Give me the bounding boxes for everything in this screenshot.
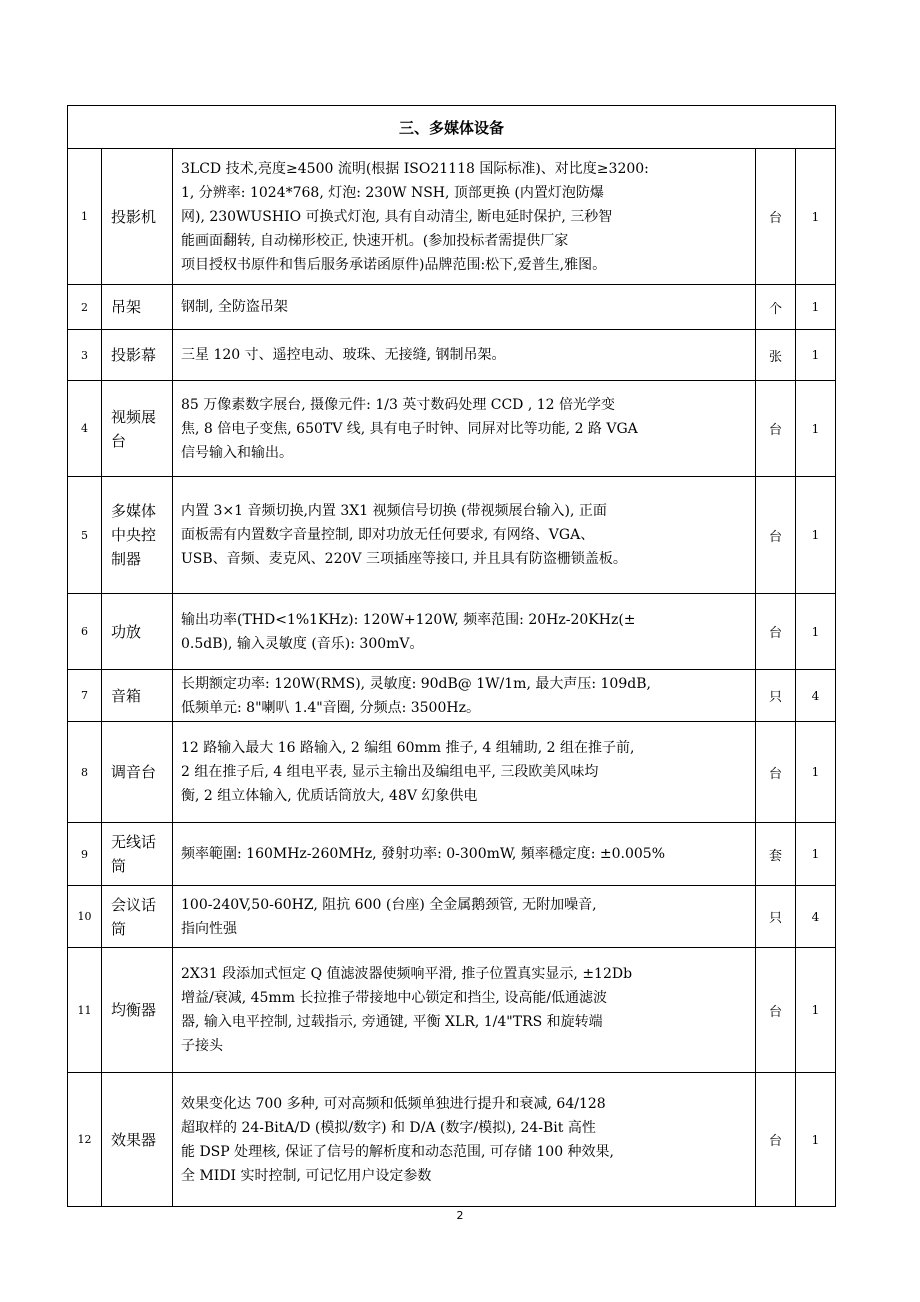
item-quantity: 1 xyxy=(796,477,836,594)
item-spec-line: 三星 120 寸、遥控电动、玻珠、无接缝, 钢制吊架。 xyxy=(181,347,506,363)
item-spec-cell xyxy=(173,330,756,381)
item-spec-line: 信号输入和输出。 xyxy=(181,444,293,461)
item-unit: 台 xyxy=(756,594,796,670)
item-quantity: 1 xyxy=(796,285,836,330)
table-row xyxy=(68,722,836,823)
item-name: 多媒体中央控制器 xyxy=(111,502,157,568)
item-quantity: 1 xyxy=(796,381,836,477)
item-spec-cell xyxy=(173,477,756,594)
item-spec-line: 能画面翻转, 自动梯形校正, 快速开机。(参加投标者需提供厂家 xyxy=(181,232,569,249)
item-quantity: 1 xyxy=(796,594,836,670)
item-spec-line: 面板需有内置数字音量控制, 即对功放无任何要求, 有网络、VGA、 xyxy=(181,527,595,543)
item-unit: 台 xyxy=(756,149,796,285)
item-spec-line: 超取样的 24-BitA/D (模拟/数字) 和 D/A (数字/模拟), 24-Bit 高性 xyxy=(181,1119,596,1136)
item-spec-line: 2 组在推子后, 4 组电平表, 显示主输出及编组电平, 三段欧美风味均 xyxy=(181,764,599,780)
item-unit: 台 xyxy=(756,381,796,477)
item-number: 2 xyxy=(68,285,102,330)
item-number: 11 xyxy=(68,948,102,1073)
item-name: 视频展台 xyxy=(111,407,157,450)
item-spec-line: 100-240V,50-60HZ, 阻抗 600 (台座) 全金属鹅颈管, 无附加噪音, xyxy=(181,896,597,913)
item-name: 功放 xyxy=(111,622,142,641)
item-name-cell xyxy=(102,670,173,722)
item-spec-line: 项目授权书原件和售后服务承诺函原件)品牌范围:松下,爱普生,雅图。 xyxy=(181,256,607,273)
item-name-cell xyxy=(102,594,173,670)
item-name: 吊架 xyxy=(111,298,142,316)
item-name: 投影幕 xyxy=(111,346,157,364)
item-quantity: 4 xyxy=(796,670,836,722)
item-name-cell xyxy=(102,886,173,948)
item-number: 6 xyxy=(68,594,102,670)
item-name: 投影机 xyxy=(111,207,157,226)
item-unit: 张 xyxy=(756,330,796,381)
item-spec-cell xyxy=(173,722,756,823)
item-spec-line: 网), 230WUSHIO 可换式灯泡, 具有自动清尘, 断电延时保护, 三秒智 xyxy=(181,208,613,225)
item-spec-line: 长期额定功率: 120W(RMS), 灵敏度: 90dB@ 1W/1m, 最大声压: 109dB, xyxy=(181,675,651,692)
item-unit: 套 xyxy=(756,823,796,886)
item-quantity: 1 xyxy=(796,722,836,823)
item-spec-cell xyxy=(173,285,756,330)
item-number: 8 xyxy=(68,722,102,823)
item-number: 12 xyxy=(68,1073,102,1207)
item-spec-line: 频率範圍: 160MHz-260MHz, 發射功率: 0-300mW, 頻率穩定度: ±0.005% xyxy=(181,846,666,862)
item-name: 会议话筒 xyxy=(111,895,157,938)
item-spec-cell xyxy=(173,948,756,1073)
table-row xyxy=(68,381,836,477)
item-number: 4 xyxy=(68,381,102,477)
item-name: 无线话筒 xyxy=(111,833,157,875)
section-title: 三、多媒体设备 xyxy=(68,106,836,149)
item-name: 均衡器 xyxy=(111,1001,157,1019)
item-unit: 台 xyxy=(756,477,796,594)
item-quantity: 1 xyxy=(796,823,836,886)
section-header-row xyxy=(68,106,836,149)
table-row xyxy=(68,823,836,886)
item-spec-line: 低频单元: 8"喇叭 1.4"音圈, 分频点: 3500Hz。 xyxy=(181,699,480,716)
item-name: 音箱 xyxy=(111,686,142,705)
item-quantity: 1 xyxy=(796,1073,836,1207)
item-spec-line: USB、音频、麦克风、220V 三项插座等接口, 并且具有防盗栅锁盖板。 xyxy=(181,551,627,567)
item-spec-line: 钢制, 全防盗吊架 xyxy=(181,299,288,315)
item-name-cell xyxy=(102,948,173,1073)
table-row xyxy=(68,330,836,381)
item-spec-line: 能 DSP 处理核, 保证了信号的解析度和动态范围, 可存储 100 种效果, xyxy=(181,1143,615,1160)
table-row xyxy=(68,594,836,670)
item-number: 9 xyxy=(68,823,102,886)
item-spec-line: 2X31 段添加式恒定 Q 值滤波器使频响平滑, 推子位置真实显示, ±12Db xyxy=(181,966,633,982)
item-number: 1 xyxy=(68,149,102,285)
item-spec-line: 器, 输入电平控制, 过载指示, 旁通键, 平衡 XLR, 1/4"TRS 和旋转端 xyxy=(181,1014,603,1030)
item-spec-line: 增益/衰减, 45mm 长拉推子带接地中心锁定和挡尘, 设高能/低通滤波 xyxy=(181,990,608,1006)
table-row xyxy=(68,948,836,1073)
item-name-cell xyxy=(102,477,173,594)
item-spec-cell xyxy=(173,381,756,477)
item-spec-line: 指向性强 xyxy=(181,920,237,937)
table-row xyxy=(68,149,836,285)
item-name-cell xyxy=(102,381,173,477)
item-spec-line: 输出功率(THD<1%1KHz): 120W+120W, 频率范围: 20Hz-20KHz(± xyxy=(181,611,636,628)
item-spec-cell xyxy=(173,594,756,670)
table-row xyxy=(68,1073,836,1207)
item-name-cell xyxy=(102,285,173,330)
item-spec-line: 0.5dB), 输入灵敏度 (音乐): 300mV。 xyxy=(181,635,424,652)
item-name-cell xyxy=(102,1073,173,1207)
table-row xyxy=(68,886,836,948)
item-spec-line: 效果变化达 700 多种, 可对高频和低频单独进行提升和衰减, 64/128 xyxy=(181,1095,606,1112)
item-name-cell xyxy=(102,330,173,381)
item-spec-line: 内置 3×1 音频切换,内置 3X1 视频信号切换 (带视频展台输入), 正面 xyxy=(181,503,607,519)
item-number: 5 xyxy=(68,477,102,594)
item-number: 10 xyxy=(68,886,102,948)
item-spec-cell xyxy=(173,670,756,722)
item-spec-line: 焦, 8 倍电子变焦, 650TV 线, 具有电子时钟、同屏对比等功能, 2 路 VGA xyxy=(181,420,638,437)
item-quantity: 4 xyxy=(796,886,836,948)
item-spec-cell xyxy=(173,1073,756,1207)
item-spec-line: 12 路输入最大 16 路输入, 2 编组 60mm 推子, 4 组辅助, 2 组在推子前, xyxy=(181,740,635,756)
item-unit: 只 xyxy=(756,886,796,948)
item-number: 3 xyxy=(68,330,102,381)
item-quantity: 1 xyxy=(796,149,836,285)
equipment-table xyxy=(67,105,836,1207)
item-unit: 只 xyxy=(756,670,796,722)
item-spec-line: 全 MIDI 实时控制, 可记忆用户设定参数 xyxy=(181,1167,432,1184)
item-unit: 台 xyxy=(756,948,796,1073)
table-body xyxy=(68,106,836,1207)
item-quantity: 1 xyxy=(796,948,836,1073)
table-row xyxy=(68,477,836,594)
table-row xyxy=(68,285,836,330)
table-row xyxy=(68,670,836,722)
item-spec-line: 85 万像素数字展台, 摄像元件: 1/3 英寸数码处理 CCD , 12 倍光学变 xyxy=(181,396,616,413)
item-spec-line: 1, 分辨率: 1024*768, 灯泡: 230W NSH, 顶部更换 (内置灯泡防爆 xyxy=(181,184,604,201)
item-spec-line: 子接头 xyxy=(181,1038,223,1054)
item-name-cell xyxy=(102,823,173,886)
item-name-cell xyxy=(102,722,173,823)
item-unit: 台 xyxy=(756,722,796,823)
item-name-cell xyxy=(102,149,173,285)
item-unit: 台 xyxy=(756,1073,796,1207)
item-spec-line: 衡, 2 组立体输入, 优质话筒放大, 48V 幻象供电 xyxy=(181,788,478,804)
item-spec-cell xyxy=(173,149,756,285)
item-unit: 个 xyxy=(756,285,796,330)
item-spec-cell xyxy=(173,886,756,948)
item-name: 调音台 xyxy=(111,763,157,781)
item-spec-cell xyxy=(173,823,756,886)
item-spec-line: 3LCD 技术,亮度≥4500 流明(根据 ISO21118 国际标准)、对比度≥3200: xyxy=(181,160,649,177)
item-name: 效果器 xyxy=(111,1130,157,1149)
page-number: 2 xyxy=(456,1209,464,1222)
item-quantity: 1 xyxy=(796,330,836,381)
item-number: 7 xyxy=(68,670,102,722)
